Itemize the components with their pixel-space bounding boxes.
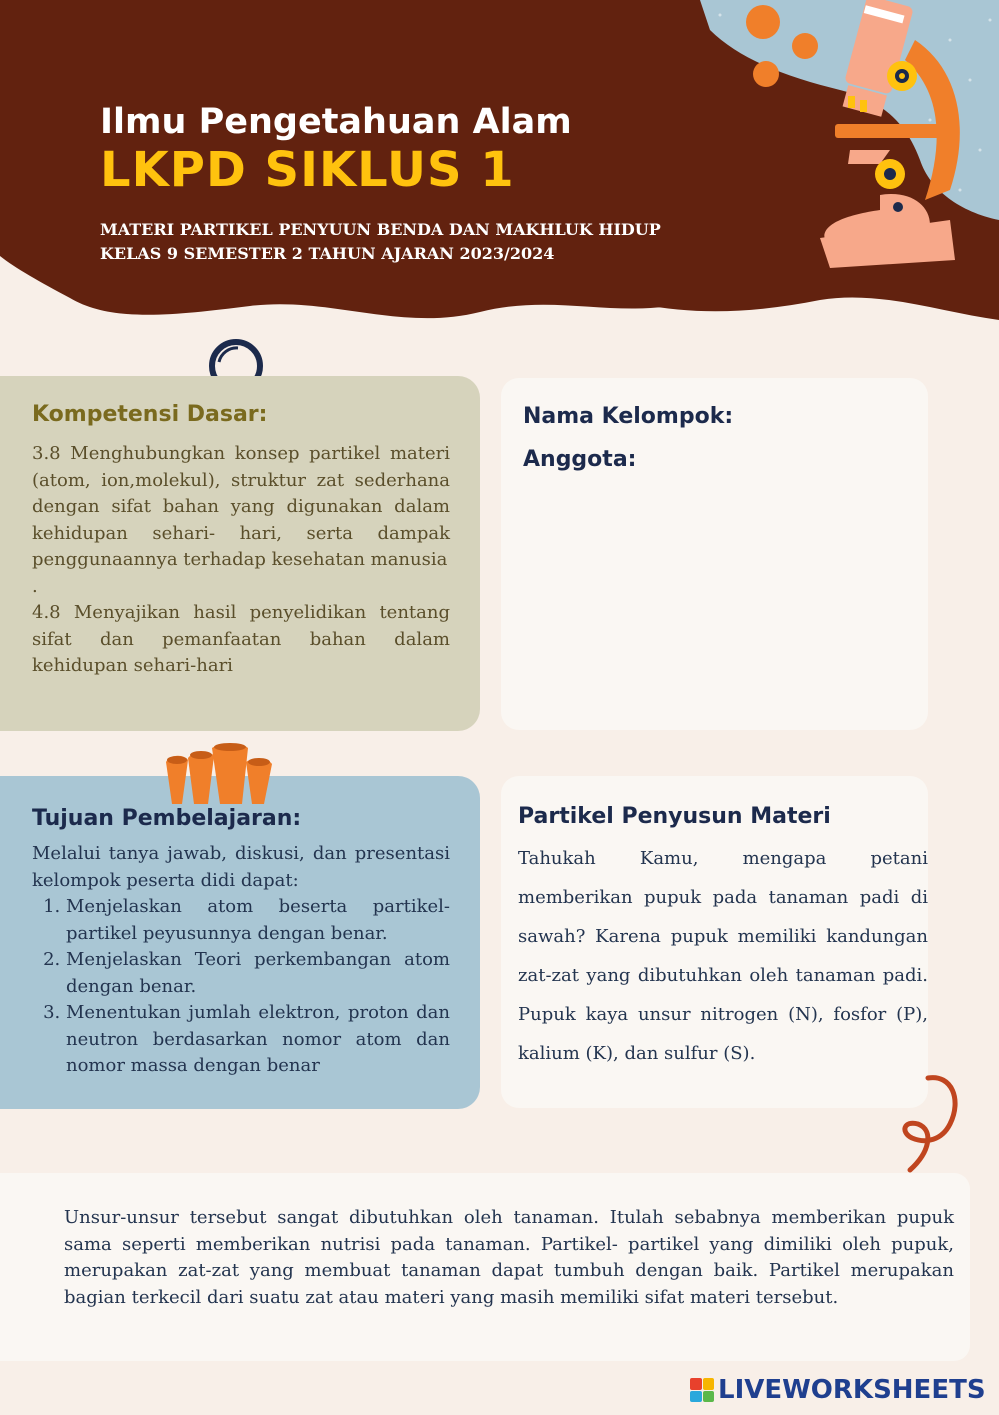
subject-title: Ilmu Pengetahuan Alam <box>100 102 572 142</box>
coral-icon <box>158 742 280 808</box>
partikel-text: Tahukah Kamu, mengapa petani memberikan pupuk pada tanaman padi di sawah? Karena pupuk memiliki kandungan zat-zat yang dibutuhkan oleh tanaman padi. Pupuk kaya unsur nitrogen (N), fosfor (P), kalium (K), dan sulfur (S). <box>518 848 928 1064</box>
brand-name: LIVEWORKSHEETS <box>718 1375 986 1405</box>
material-subtitle: MATERI PARTIKEL PENYUUN BENDA DAN MAKHLUK HIDUP <box>100 220 661 239</box>
list-item: 2. Menjelaskan Teori perkembangan atom dengan benar. <box>66 947 450 1000</box>
microscope-illustration <box>660 0 999 300</box>
tujuan-heading: Tujuan Pembelajaran: <box>32 806 302 831</box>
kompetensi-point-3-8: 3.8 Menghubungkan konsep partikel materi (atom, ion,molekul), struktur zat sederhana dengan sifat bahan yang digunakan dalam kehidupan sehari- hari, serta dampak penggunaannya terhadap kesehatan manusia <box>32 443 450 570</box>
liveworksheets-logo-icon <box>690 1378 714 1402</box>
class-subtitle: KELAS 9 SEMESTER 2 TAHUN AJARAN 2023/2024 <box>100 244 555 263</box>
list-item: 1. Menjelaskan atom beserta partikel-partikel peyusunnya dengan benar. <box>66 894 450 947</box>
swirl-decoration <box>890 1070 970 1176</box>
tujuan-pembelajaran-card <box>0 776 480 1109</box>
list-item: 3. Menentukan jumlah elektron, proton dan neutron berdasarkan nomor atom dan nomor massa dengan benar <box>66 1000 450 1080</box>
worksheet-title: LKPD SIKLUS 1 <box>100 142 515 198</box>
kelompok-card <box>501 378 928 730</box>
anggota-label: Anggota: <box>523 447 637 472</box>
kompetensi-point-4-8: 4.8 Menyajikan hasil penyelidikan tentang sifat dan pemanfaatan bahan dalam kehidupan sehari-hari <box>32 602 450 676</box>
partikel-penyusun-card <box>501 776 928 1108</box>
penjelasan-card <box>0 1173 970 1361</box>
kompetensi-dasar-heading: Kompetensi Dasar: <box>32 402 268 427</box>
penjelasan-text: Unsur-unsur tersebut sangat dibutuhkan oleh tanaman. Itulah sebabnya memberikan pupuk sama seperti memberikan nutrisi pada tanaman. Partikel- partikel yang dimiliki oleh pupuk, merupakan zat-zat yang membuat tanaman dapat tumbuh dengan baik. Partikel merupakan bagian terkecil dari suatu zat atau materi yang masih memiliki sifat materi tersebut. <box>64 1207 954 1308</box>
partikel-heading: Partikel Penyusun Materi <box>518 804 831 829</box>
tujuan-list <box>32 894 450 1080</box>
nama-kelompok-label: Nama Kelompok: <box>523 404 734 429</box>
kompetensi-dasar-card <box>0 376 480 731</box>
kompetensi-separator: . <box>32 575 38 597</box>
tujuan-intro: Melalui tanya jawab, diskusi, dan presentasi kelompok peserta didi dapat: <box>32 843 450 891</box>
liveworksheets-brand <box>690 1374 986 1406</box>
